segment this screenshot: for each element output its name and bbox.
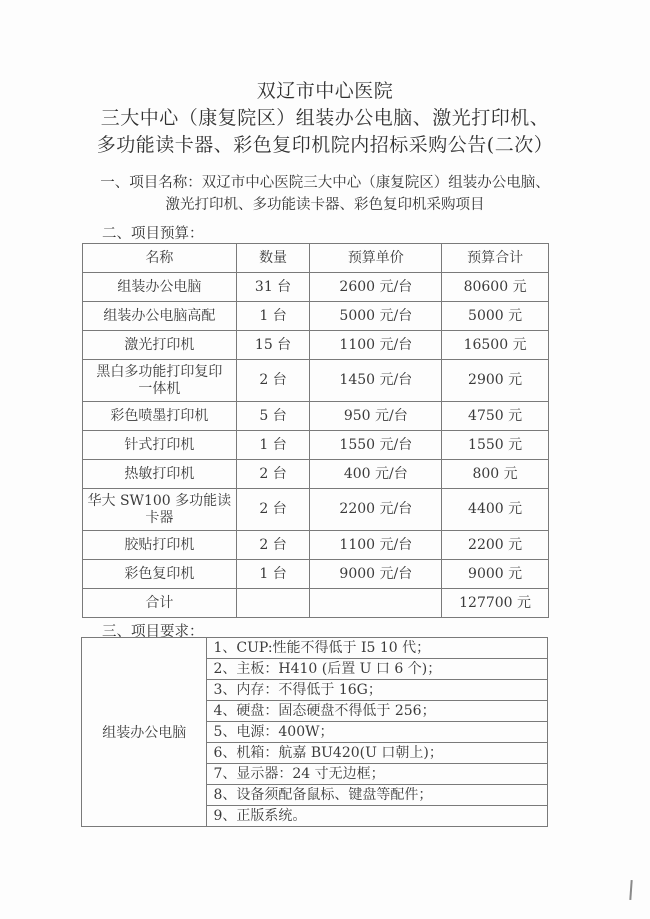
header-total: 预算合计 — [442, 244, 549, 273]
cell-total: 9000 元 — [442, 560, 549, 589]
requirements-heading: 三、项目要求： — [102, 624, 204, 640]
cell-total: 800 元 — [442, 460, 549, 489]
project-name-line-1: 一、项目名称：双辽市中心医院三大中心（康复院区）组装办公电脑、 — [100, 175, 550, 191]
cell-total: 2900 元 — [442, 360, 549, 402]
requirements-table — [81, 637, 548, 827]
table-row — [83, 460, 549, 489]
cell-qty: 2 台 — [236, 531, 310, 560]
cell-unit-price: 9000 元/台 — [310, 560, 442, 589]
requirement-row — [82, 638, 548, 659]
cell-total: 16500 元 — [442, 331, 549, 360]
scan-mark — [629, 880, 632, 900]
cell-total: 5000 元 — [442, 302, 549, 331]
total-unit-price — [310, 589, 442, 618]
cell-qty: 1 台 — [236, 560, 310, 589]
cell-qty: 2 台 — [236, 489, 310, 531]
cell-unit-price: 5000 元/台 — [310, 302, 442, 331]
cell-qty: 1 台 — [236, 302, 310, 331]
total-label: 合计 — [83, 589, 237, 618]
header-unit-price: 预算单价 — [310, 244, 442, 273]
cell-name-line-2: 一体机 — [138, 380, 181, 397]
table-row — [83, 331, 549, 360]
table-row — [83, 531, 549, 560]
table-row — [83, 273, 549, 302]
cell-unit-price: 1450 元/台 — [310, 360, 442, 402]
cell-name — [83, 360, 237, 402]
requirement-item: 9、正版系统。 — [207, 806, 548, 827]
cell-qty: 1 台 — [236, 431, 310, 460]
cell-name — [83, 489, 237, 531]
title-line-3: 多功能读卡器、彩色复印机院内招标采购公告(二次） — [96, 134, 554, 156]
project-name-line-2: 激光打印机、多功能读卡器、彩色复印机采购项目 — [165, 197, 485, 213]
cell-name: 组装办公电脑高配 — [83, 302, 237, 331]
project-name-section — [0, 172, 650, 216]
cell-name: 激光打印机 — [83, 331, 237, 360]
cell-unit-price: 400 元/台 — [310, 460, 442, 489]
cell-unit-price: 2200 元/台 — [310, 489, 442, 531]
cell-name: 针式打印机 — [83, 431, 237, 460]
cell-name-line-1: 华大 SW100 多功能读 — [87, 492, 232, 509]
requirement-item: 3、内存：不得低于 16G； — [207, 680, 548, 701]
cell-name: 彩色复印机 — [83, 560, 237, 589]
cell-total: 80600 元 — [442, 273, 549, 302]
cell-total: 1550 元 — [442, 431, 549, 460]
requirement-item: 6、机箱：航嘉 BU420(U 口朝上)； — [207, 743, 548, 764]
cell-qty: 31 台 — [236, 273, 310, 302]
cell-total: 4400 元 — [442, 489, 549, 531]
table-row — [83, 302, 549, 331]
cell-unit-price: 950 元/台 — [310, 402, 442, 431]
header-name: 名称 — [83, 244, 237, 273]
requirement-item: 7、显示器：24 寸无边框； — [207, 764, 548, 785]
cell-total: 4750 元 — [442, 402, 549, 431]
cell-unit-price: 1100 元/台 — [310, 331, 442, 360]
requirement-item: 5、电源：400W； — [207, 722, 548, 743]
table-row — [83, 360, 549, 402]
header-qty: 数量 — [236, 244, 310, 273]
requirement-item: 8、设备须配备鼠标、键盘等配件； — [207, 785, 548, 806]
cell-qty: 15 台 — [236, 331, 310, 360]
budget-heading: 二、项目预算： — [102, 226, 204, 242]
requirement-item: 2、主板：H410 (后置 U 口 6 个)； — [207, 659, 548, 680]
budget-table-header — [83, 244, 549, 273]
cell-name-line-2: 卡器 — [145, 509, 174, 526]
cell-qty: 2 台 — [236, 360, 310, 402]
table-row — [83, 431, 549, 460]
table-row — [83, 489, 549, 531]
cell-name: 彩色喷墨打印机 — [83, 402, 237, 431]
document-title — [0, 78, 650, 159]
requirement-category: 组装办公电脑 — [82, 638, 207, 827]
title-hospital-name: 双辽市中心医院 — [256, 80, 394, 102]
cell-name: 胶贴打印机 — [83, 531, 237, 560]
requirement-item: 1、CUP:性能不得低于 I5 10 代； — [207, 638, 548, 659]
cell-total: 2200 元 — [442, 531, 549, 560]
title-line-2: 三大中心（康复院区）组装办公电脑、激光打印机、 — [100, 107, 550, 129]
requirement-item: 4、硬盘：固态硬盘不得低于 256； — [207, 701, 548, 722]
cell-unit-price: 1100 元/台 — [310, 531, 442, 560]
cell-name: 热敏打印机 — [83, 460, 237, 489]
cell-name: 组装办公电脑 — [83, 273, 237, 302]
total-row — [83, 589, 549, 618]
cell-qty: 2 台 — [236, 460, 310, 489]
cell-qty: 5 台 — [236, 402, 310, 431]
cell-unit-price: 2600 元/台 — [310, 273, 442, 302]
table-row — [83, 402, 549, 431]
budget-table — [82, 243, 549, 618]
cell-name-line-1: 黑白多功能打印复印 — [96, 363, 223, 380]
table-row — [83, 560, 549, 589]
cell-unit-price: 1550 元/台 — [310, 431, 442, 460]
total-amount: 127700 元 — [442, 589, 549, 618]
total-qty — [236, 589, 310, 618]
